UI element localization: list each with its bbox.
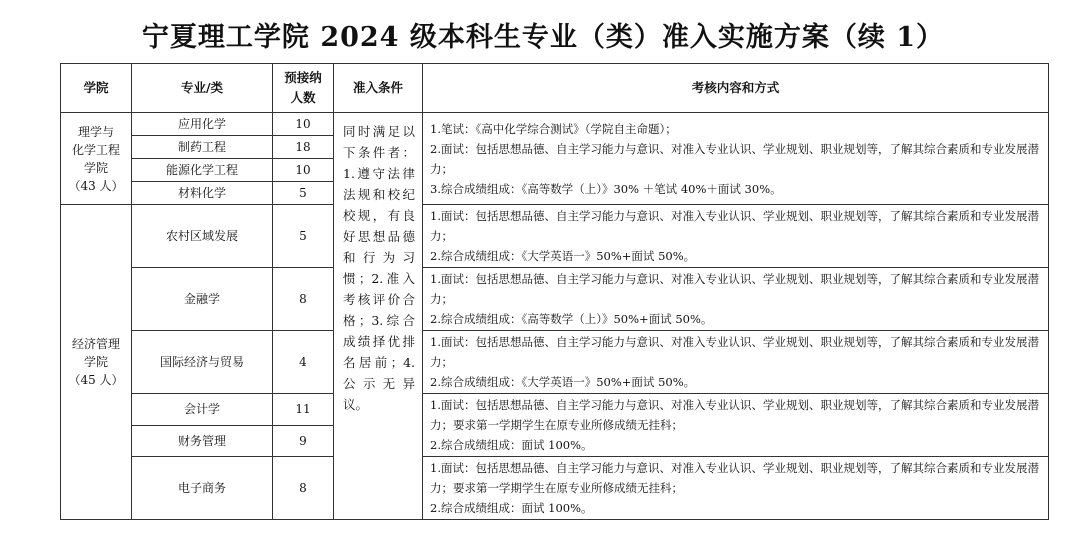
- header-major: 专业/类: [132, 64, 273, 113]
- major-quota: 11: [273, 394, 334, 426]
- major-quota: 5: [273, 182, 334, 205]
- major-quota: 4: [273, 331, 334, 394]
- college-science: 理学与 化学工程 学院 （43 人）: [61, 113, 132, 205]
- major-name: 电子商务: [132, 457, 273, 520]
- major-name: 应用化学: [132, 113, 273, 136]
- major-quota: 5: [273, 205, 334, 268]
- assessment-cell: 1.面试：包括思想品德、自主学习能力与意识、对准入专业认识、学业规划、职业规划等，了解其综合素质和专业发展潜力； 2.综合成绩组成：《大学英语一》50%+面试 50%。: [423, 205, 1049, 268]
- major-quota: 8: [273, 457, 334, 520]
- major-name: 制药工程: [132, 136, 273, 159]
- header-row: [61, 64, 1049, 113]
- assessment-science: 1.笔试：《高中化学综合测试》（学院自主命题）； 2.面试：包括思想品德、自主学习能力与意识、对准入专业认识、学业规划、职业规划等，了解其综合素质和专业发展潜力； 3.综合成绩组成：《高等数学（上）》30% ＋笔试 40%＋面试 30%。: [423, 113, 1049, 205]
- table-row: [61, 457, 1049, 520]
- major-name: 国际经济与贸易: [132, 331, 273, 394]
- table-row: [61, 113, 1049, 136]
- header-college: 学院: [61, 64, 132, 113]
- major-quota: 9: [273, 425, 334, 457]
- major-name: 财务管理: [132, 425, 273, 457]
- table-row: [61, 205, 1049, 268]
- admission-table: [60, 63, 1049, 520]
- major-quota: 10: [273, 159, 334, 182]
- major-quota: 18: [273, 136, 334, 159]
- major-quota: 10: [273, 113, 334, 136]
- major-quota: 8: [273, 268, 334, 331]
- assessment-cell: 1.面试：包括思想品德、自主学习能力与意识、对准入专业认识、学业规划、职业规划等，了解其综合素质和专业发展潜力；要求第一学期学生在原专业所修成绩无挂科； 2.综合成绩组成：面试 100%。: [423, 394, 1049, 457]
- table-row: [61, 331, 1049, 394]
- college-economics: 经济管理 学院 （45 人）: [61, 205, 132, 520]
- page-title: 宁夏理工学院 2024 级本科生专业（类）准入实施方案（续 1）: [141, 22, 945, 53]
- header-assessment: 考核内容和方式: [423, 64, 1049, 113]
- major-name: 能源化学工程: [132, 159, 273, 182]
- major-name: 金融学: [132, 268, 273, 331]
- assessment-cell: 1.面试：包括思想品德、自主学习能力与意识、对准入专业认识、学业规划、职业规划等，了解其综合素质和专业发展潜力；要求第一学期学生在原专业所修成绩无挂科； 2.综合成绩组成：面试 100%。: [423, 457, 1049, 520]
- assessment-cell: 1.面试：包括思想品德、自主学习能力与意识、对准入专业认识、学业规划、职业规划等，了解其综合素质和专业发展潜力； 2.综合成绩组成：《高等数学（上）》50%+面试 50%。: [423, 268, 1049, 331]
- table-row: [61, 394, 1049, 426]
- admission-condition: 同时满足以下条件者：1.遵守法律法规和校纪校规，有良好思想品德和行为习惯；2.准入考核评价合格；3.综合成绩择优排名居前；4.公示无异议。: [334, 113, 423, 520]
- table-row: [61, 268, 1049, 331]
- major-name: 农村区域发展: [132, 205, 273, 268]
- major-name: 会计学: [132, 394, 273, 426]
- major-name: 材料化学: [132, 182, 273, 205]
- assessment-cell: 1.面试：包括思想品德、自主学习能力与意识、对准入专业认识、学业规划、职业规划等，了解其综合素质和专业发展潜力； 2.综合成绩组成：《大学英语一》50%+面试 50%。: [423, 331, 1049, 394]
- header-condition: 准入条件: [334, 64, 423, 113]
- header-quota: 预接纳人数: [273, 64, 334, 113]
